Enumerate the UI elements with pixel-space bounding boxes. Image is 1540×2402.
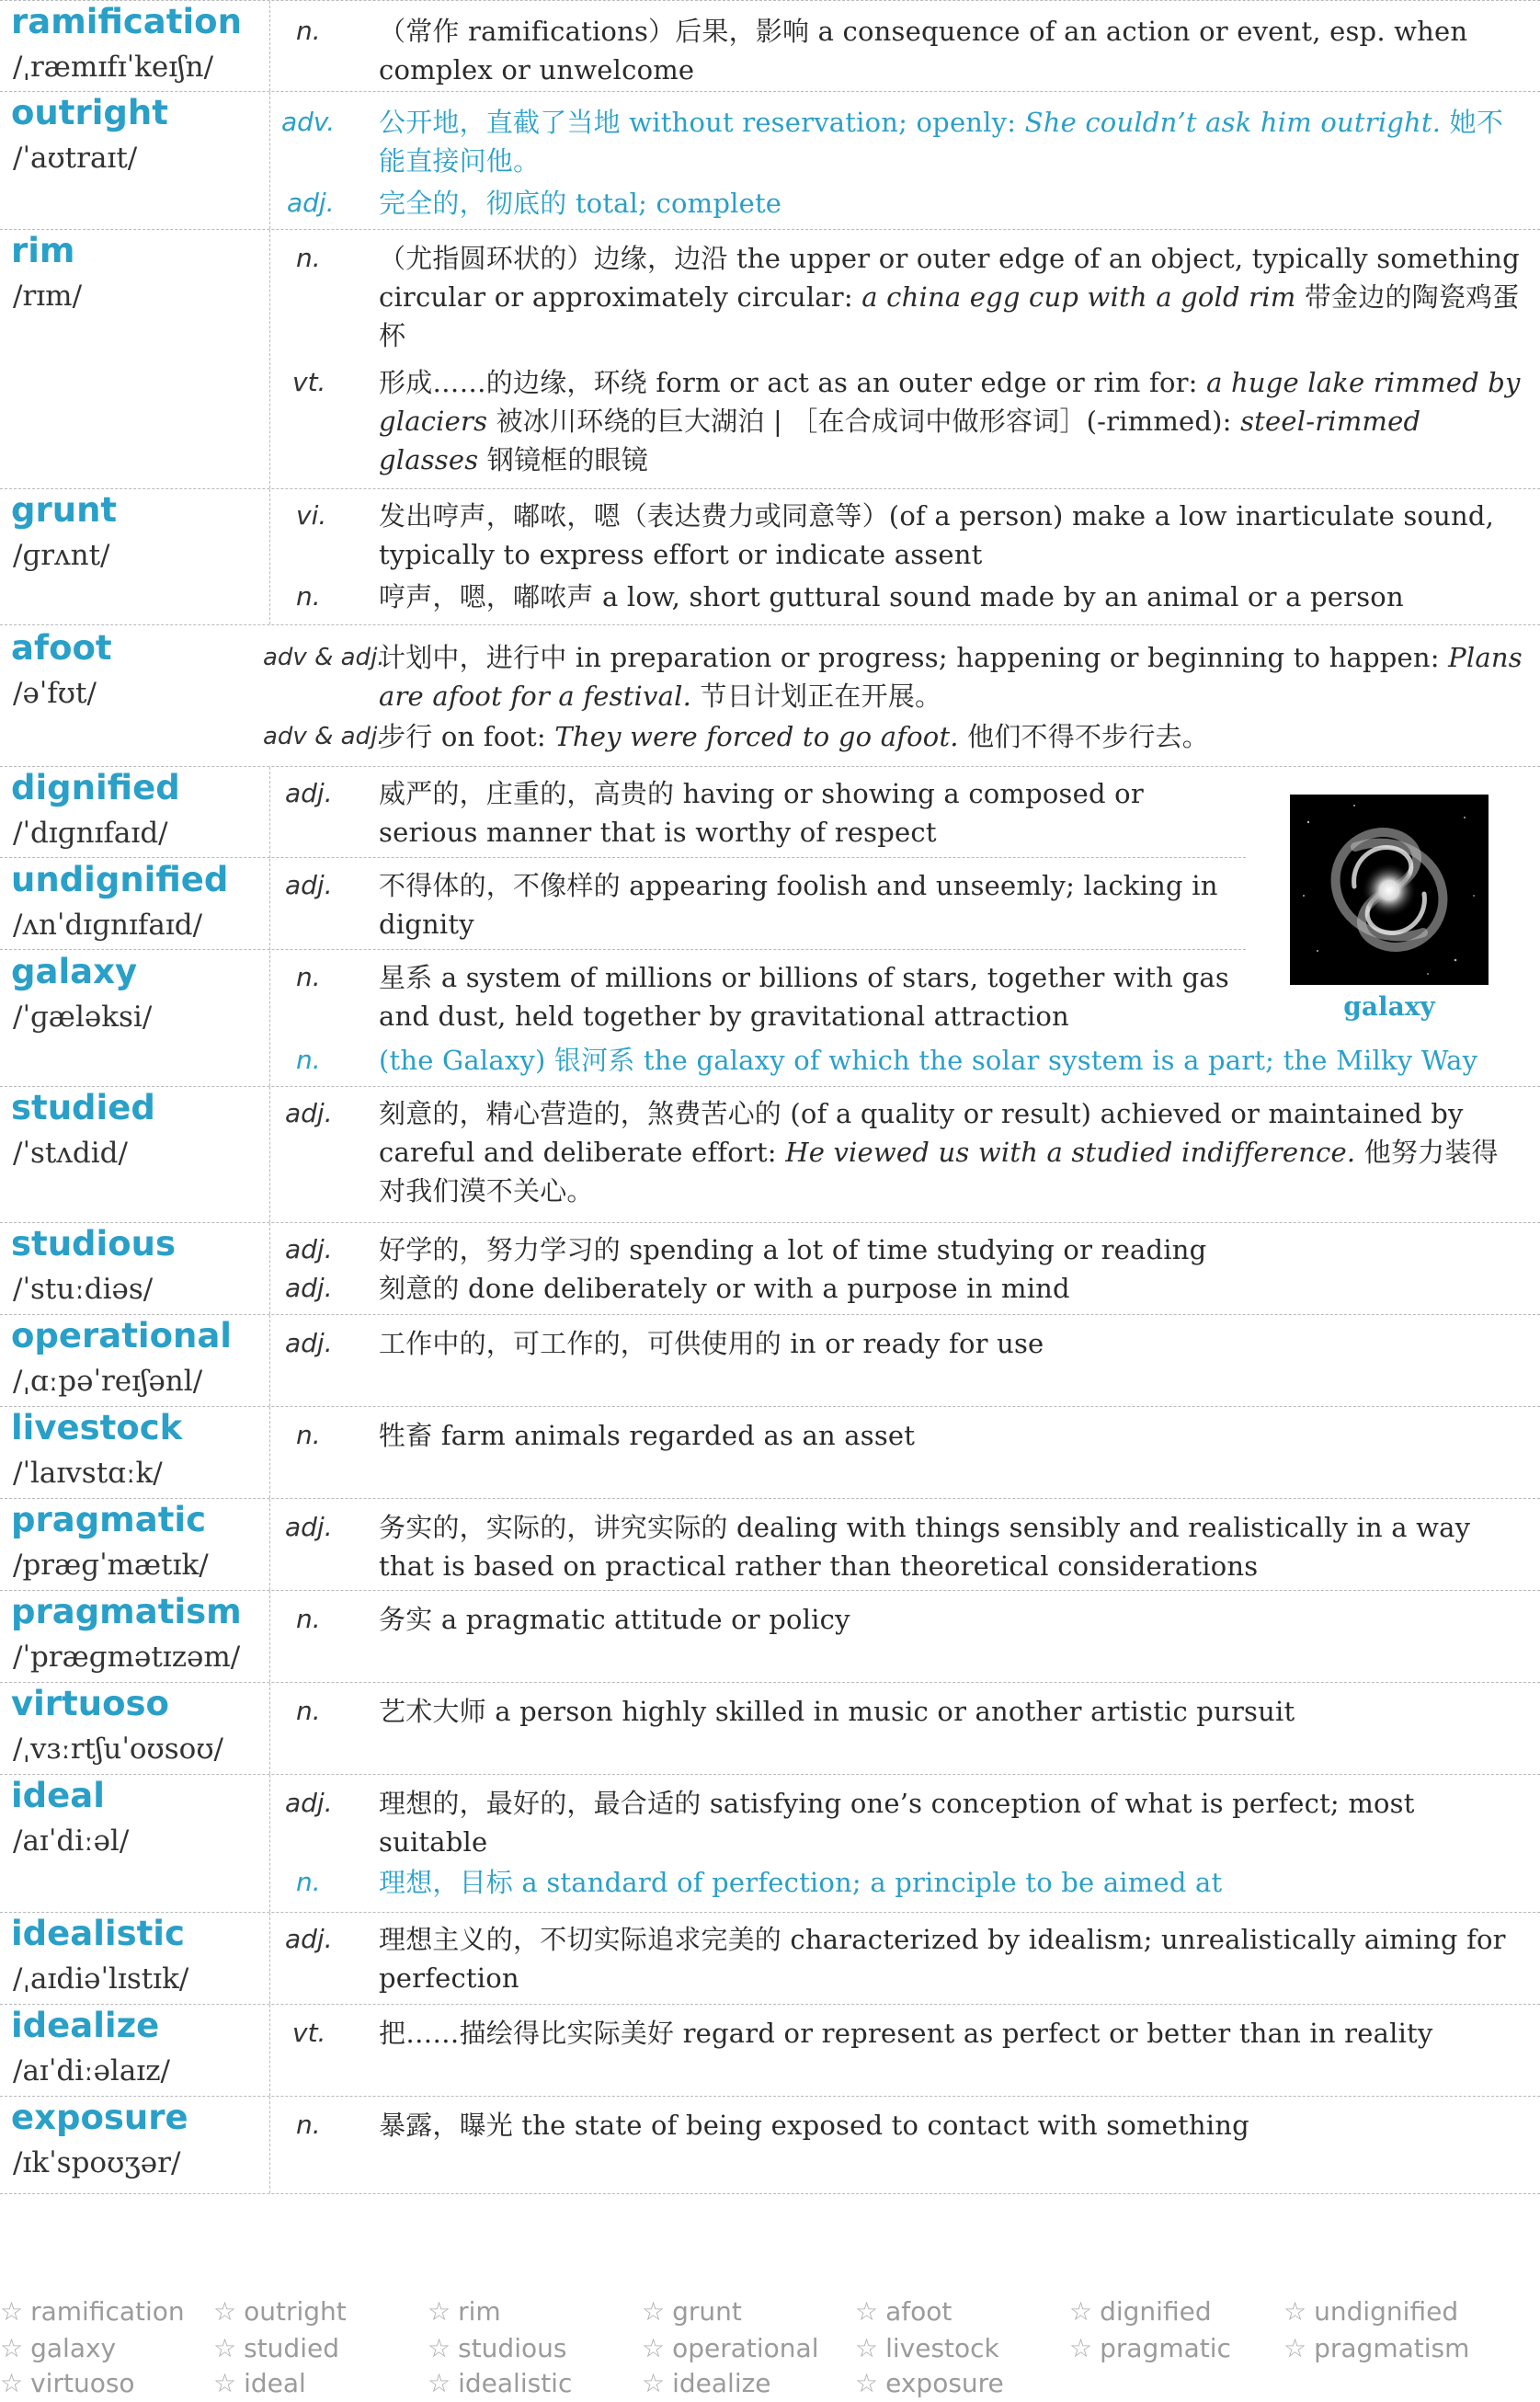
part-of-speech: adj. [285,1924,333,1954]
part-of-speech: n. [296,2110,321,2140]
column-divider [269,1591,270,1682]
definition: (the Galaxy) 银河系 the galaxy of which the solar system is a part; the Milky Way [379,1045,1478,1076]
column-divider [269,767,270,858]
part-of-speech: vt. [292,2018,326,2048]
part-of-speech: adj. [285,870,333,900]
definition: 步行 on foot: They were forced to go afoot. 他们不得不步行去。 [379,721,1209,752]
column-divider [269,1683,270,1774]
phonetic: /ˌvɜːrtʃuˈoʊsoʊ/ [13,1733,224,1766]
definition: 完全的，彻底的 total; complete [379,188,782,219]
headword: livestock [11,1408,183,1447]
review-item: ☆ operational [642,2333,819,2363]
definition: 把……描绘得比实际美好 regard or represent as perfect or better than in reality [379,2018,1433,2049]
star-icon: ☆ [428,2296,451,2327]
phonetic: /əˈfʊt/ [13,677,97,710]
definition: 务实的，实际的，讲究实际的 dealing with things sensibly and realistically in a way that is based on practical rather than theoretical considerations [379,1512,1471,1582]
headword: idealize [11,2006,160,2045]
phonetic: /ʌnˈdɪɡnɪfaɪd/ [13,909,203,942]
phonetic: /ˈdɪɡnɪfaɪd/ [13,817,168,850]
star-icon: ☆ [213,2368,237,2398]
phonetic: /ˈpræɡmətɪzəm/ [13,1641,241,1674]
part-of-speech: n. [296,1867,321,1897]
review-item: ☆ rim [428,2296,501,2327]
part-of-speech: adj. [285,1512,333,1542]
headword: ramification [11,2,242,41]
star-icon: ☆ [428,2368,451,2398]
definition: 理想的，最好的，最合适的 satisfying one’s conception of what is perfect; most suitable [379,1788,1415,1858]
part-of-speech: n. [296,1604,321,1634]
review-word-list [0,2293,1540,2401]
star-icon: ☆ [1069,2296,1093,2327]
column-divider [269,1,270,91]
star-icon: ☆ [1283,2333,1307,2363]
headword: undignified [11,860,229,899]
definition: 牲畜 farm animals regarded as an asset [379,1420,916,1451]
part-of-speech: adv & adj. [263,723,385,750]
definition: 刻意的 done deliberately or with a purpose in mind [379,1273,1070,1304]
headword: idealistic [11,1914,185,1953]
definition: 形成……的边缘，环绕 form or act as an outer edge or rim for: a huge lake rimmed by glaciers 被冰川环绕的巨大湖泊 | ［在合成词中做形容词］(-rimmed): steel-rimmed glasses 钢镜框的眼镜 [379,367,1521,475]
review-item: ☆ idealistic [428,2368,573,2398]
column-divider [269,859,270,950]
part-of-speech: adj. [285,778,333,808]
part-of-speech: vt. [292,367,326,397]
part-of-speech: adj. [287,188,335,218]
star-icon: ☆ [213,2296,237,2327]
star-icon: ☆ [642,2333,666,2363]
definition: 发出哼声，嘟哝，嗯（表达费力或同意等）(of a person) make a low inarticulate sound, typically to express effort or indicate assent [379,500,1495,570]
review-item: ☆ studious [428,2333,567,2363]
phonetic: /ˌaɪdiəˈlɪstɪk/ [13,1962,189,1996]
definition: 务实 a pragmatic attitude or policy [379,1604,850,1635]
entry-studied [0,1087,1540,1223]
entry-pragmatic [0,1499,1540,1591]
star-icon: ☆ [855,2368,879,2398]
headword: pragmatism [11,1592,242,1631]
phonetic: /aɪˈdiːəl/ [13,1824,130,1858]
definition: 暴露，曝光 the state of being exposed to contact with something [379,2110,1249,2141]
phonetic: /aɪˈdiːəlaɪz/ [13,2054,170,2087]
definition: 不得体的，不像样的 appearing foolish and unseemly; lacking in dignity [379,870,1218,940]
part-of-speech: n. [296,1420,321,1450]
definition: 理想主义的，不切实际追求完美的 characterized by idealism; unrealistically aiming for perfection [379,1924,1506,1994]
star-icon: ☆ [642,2296,666,2327]
review-item: ☆ dignified [1069,2296,1212,2327]
review-item: ☆ afoot [855,2296,953,2327]
part-of-speech: adj. [285,1788,333,1818]
definition: 哼声，嗯，嘟哝声 a low, short guttural sound made by an animal or a person [379,581,1404,612]
review-item: ☆ virtuoso [0,2368,135,2398]
part-of-speech: n. [296,1045,321,1075]
definition: 艺术大师 a person highly skilled in music or another artistic pursuit [379,1696,1295,1727]
review-item: ☆ ideal [213,2368,306,2398]
phonetic: /ˈlaɪvstɑːk/ [13,1457,163,1490]
definition: 好学的，努力学习的 spending a lot of time studying or reading [379,1234,1207,1265]
part-of-speech: n. [296,962,321,992]
review-item: ☆ idealize [642,2368,771,2398]
entry-studious [0,1223,1540,1315]
column-divider [269,1315,270,1406]
phonetic: /ɪkˈspoʊʒər/ [13,2146,181,2179]
entry-grunt [0,489,1540,625]
column-divider [269,1775,270,1912]
review-item: ☆ grunt [642,2296,742,2327]
phonetic: /ˌɑːpəˈreɪʃənl/ [13,1365,203,1398]
entry-afoot [0,625,1540,767]
headword: outright [11,93,168,132]
phonetic: /ˈstʌdid/ [13,1137,128,1170]
entry-ideal [0,1775,1540,1913]
phonetic: /præɡˈmætɪk/ [13,1549,209,1582]
definition: （尤指圆环状的）边缘，边沿 the upper or outer edge of an object, typically something circular or approximately circular: a china egg cup with a gold rim 带金边的陶瓷鸡蛋杯 [379,243,1520,351]
headword: grunt [11,490,118,530]
phonetic: /rɪm/ [13,280,83,313]
star-icon: ☆ [428,2333,451,2363]
galaxy-caption: galaxy [1343,991,1435,1022]
phonetic: /ˈɡæləksi/ [13,1001,153,1034]
review-item: ☆ outright [213,2296,347,2327]
part-of-speech: n. [296,16,321,46]
review-item: ☆ exposure [855,2368,1004,2398]
entry-outright [0,92,1540,230]
entry-pragmatism [0,1591,1540,1683]
entry-rim [0,230,1540,489]
star-icon: ☆ [0,2333,24,2363]
entry-livestock [0,1407,1540,1499]
column-divider [269,230,270,488]
headword: ideal [11,1776,105,1815]
part-of-speech: adj. [285,1234,333,1264]
review-item: ☆ ramification [0,2296,185,2327]
part-of-speech: adj. [285,1098,333,1128]
star-icon: ☆ [855,2333,879,2363]
headword: virtuoso [11,1684,169,1723]
part-of-speech: adj. [285,1328,333,1358]
star-icon: ☆ [213,2333,237,2363]
review-item: ☆ galaxy [0,2333,117,2363]
definition: 威严的，庄重的，高贵的 having or showing a composed or serious manner that is worthy of respect [379,778,1144,848]
star-icon: ☆ [1069,2333,1093,2363]
review-item: ☆ pragmatism [1283,2333,1470,2363]
phonetic: /ɡrʌnt/ [13,539,110,572]
column-divider [269,1087,270,1222]
column-divider [269,1223,270,1314]
galaxy-image [1290,795,1489,985]
column-divider [269,489,270,624]
definition: 公开地，直截了当地 without reservation; openly: She couldn’t ask him outright. 她不能直接问他。 [379,107,1504,177]
part-of-speech: vi. [296,500,327,531]
star-icon: ☆ [855,2296,879,2327]
column-divider [269,2005,270,2096]
part-of-speech: n. [296,1696,321,1726]
review-item: ☆ undignified [1283,2296,1459,2327]
definition: 刻意的，精心营造的，煞费苦心的 (of a quality or result) achieved or maintained by careful and deliberate effort: He viewed us with a studied indifference. 他努力装得对我们漠不关心。 [379,1098,1499,1207]
definition: 理想，目标 a standard of perfection; a principle to be aimed at [379,1867,1223,1898]
column-divider [269,1913,270,2004]
column-divider [269,951,270,1086]
entry-operational [0,1315,1540,1407]
headword: afoot [11,628,112,668]
entry-virtuoso [0,1683,1540,1775]
star-icon: ☆ [0,2368,24,2398]
column-divider [269,1499,270,1590]
definition: 工作中的，可工作的，可供使用的 in or ready for use [379,1328,1044,1359]
column-divider [269,2097,270,2193]
headword: pragmatic [11,1500,207,1539]
phonetic: /ˈaʊtraɪt/ [13,142,138,175]
headword: exposure [11,2098,188,2137]
entry-idealistic [0,1913,1540,2005]
star-icon: ☆ [0,2296,24,2327]
headword: studious [11,1224,177,1264]
entry-ramification [0,0,1540,92]
part-of-speech: adv & adj. [263,644,385,671]
phonetic: /ˈstuːdiəs/ [13,1273,154,1306]
headword: dignified [11,768,180,807]
part-of-speech: adj. [285,1273,333,1303]
star-icon: ☆ [1283,2296,1307,2327]
column-divider [269,92,270,229]
review-item: ☆ pragmatic [1069,2333,1231,2363]
review-item: ☆ livestock [855,2333,999,2363]
phonetic: /ˌræmɪfɪˈkeɪʃn/ [13,51,214,84]
review-item: ☆ studied [213,2333,339,2363]
definition: 星系 a system of millions or billions of stars, together with gas and dust, held together by gravitational attraction [379,962,1229,1032]
definition: （常作 ramifications）后果，影响 a consequence of an action or event, esp. when complex or unwelcome [379,16,1468,86]
part-of-speech: n. [296,243,321,273]
star-icon: ☆ [642,2368,666,2398]
headword: operational [11,1316,232,1355]
headword: rim [11,231,75,270]
headword: studied [11,1088,155,1127]
part-of-speech: adv. [281,107,336,137]
headword: galaxy [11,952,138,991]
part-of-speech: n. [296,581,321,612]
column-divider [269,1407,270,1498]
entry-idealize [0,2005,1540,2097]
entry-exposure [0,2097,1540,2194]
definition: 计划中，进行中 in preparation or progress; happening or beginning to happen: Plans are afoot for a festival. 节日计划正在开展。 [379,642,1523,712]
